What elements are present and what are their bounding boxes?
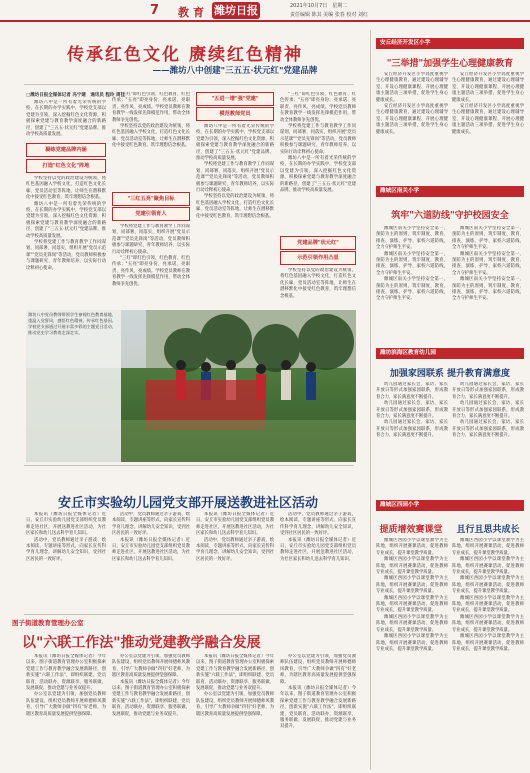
subhead-brand-red: 党建品牌"状元红": [280, 236, 356, 250]
right-section-text: 安丘经济开发区小学高度重视学生心理健康教育，通过建设心理辅导室、开设心理健康课程、开展心理健康主题活动三项举措，促进学生身心健康成长。 安丘经济开发区小学高度重视学生心理健康教育，通过建设心理辅导室、开设心理健康课程、开展心理健康主题活动三项举措，促进学生身心健康成长。: [452, 72, 524, 135]
right-section-text: 潍城区西园小学以课堂教学为主阵地，组织开展赛课活动，促进教师专业成长，提升课堂教学质量。 潍城区西园小学以课堂教学为主阵地，组织开展赛课活动，促进教师专业成长，提升课堂教学质量。 潍城区西园小学以课堂教学为主阵地，组织开展赛课活动，促进教师专业成长，提升课堂教学质量。 潍城区西园小学以课堂教学为主阵地，组织开展赛课活动，促进教师专业成长，提升课堂教学质量。 潍城区西园小学以课堂教学为主阵地，组织开展赛课活动，促进教师专业成长，提升课堂教学质量。 潍城区西园小学以课堂教学为主阵地，组织开展赛课活动，促进教师专业成长，提升课堂教学质量。: [376, 538, 448, 652]
right-section-text: 潍城区南关小学坚持安全第一、预防为主的原则，筑牢制度、教育、排查、演练、护导、家校六道防线，全力守护师生平安。 潍城区南关小学坚持安全第一、预防为主的原则，筑牢制度、教育、排查、演练、护导、家校六道防线，全力守护师生平安。 潍城区南关小学坚持安全第一、预防为主的原则，筑牢制度、教育、排查、演练、护导、家校六道防线，全力守护师生平安。: [376, 226, 448, 302]
lead-paragraph: 学校坚持以党的政治建设为统领，将红色基因融入学校文化，打造红色文化长廊、党员活动室等阵地，让师生在潜移默化中接受红色教育，筑牢理想信念根基。: [280, 268, 356, 299]
article3-headline: 以"六联工作法"推动党建教学融合发展: [22, 635, 261, 651]
masthead: [0, 0, 530, 22]
lead-photo-caption: 潍坊八中党员教师带领学生参观红色教育基地，重温入党誓词，感悟红色精神，传承红色基因。学校党支部通过开展丰富多彩的主题党日活动，推动党史学习教育走深走实。: [28, 312, 116, 335]
subhead-goals: "三红五亮"聚焦目标: [112, 192, 190, 206]
dateline: 2021年10月7日 星期二: [290, 3, 348, 9]
column-divider: [370, 30, 371, 770]
section-name: 教育: [178, 6, 208, 19]
right-section-title: 加强家园联系 提升教育满意度: [389, 369, 511, 379]
right-section-bar: 潍坊滨海区教育幼儿园: [376, 348, 524, 359]
lead-paragraph: "三红"即红色引领、红色教育、红色传承；"五亮"即亮身份、亮承诺、亮职责、亮作风、亮成绩。学校党员教师在教育教学一线发挥先锋模范作用，带动全体教师争先创优。 学校坚持以党的政治建设为统领，将红色基因融入学校文化，打造红色文化长廊、党员活动室等阵地，让师生在潜移默化中接受红色教育，筑牢理想信念根基。: [112, 92, 190, 149]
article2-paragraph: 本报讯（潍坊日报全媒体记者）近日，安丘市实验幼儿园党支部组织党员教师走进社区，开展送教进社区活动，为社区家长和幼儿送去科学育儿知识。 活动中，党员教师通过亲子游戏、绘本阅读、专题讲座等形式，向家长宣传科学育儿理念，讲解幼儿安全知识，受到社区居民的一致好评。: [196, 512, 274, 562]
lead-headline: 传承红色文化 赓续红色精神: [67, 45, 303, 65]
subhead-model-teachers: 模范教师党员: [196, 107, 274, 121]
subhead-guidance: 党建引领育人: [112, 207, 190, 221]
article3-paragraph: 本报讯（潍坊日报全媒体记者）今年以来，图子街道教育管理办公室积极探索党建工作与教育教学融合发展新路径，创新实施"六联工作法"，即组织联建、党员联育、活动联办、资源联享、服务联做、发展联促，推动党建与业务双提升。 办公室以党建为引领，加强党员教师队伍建设，组织党员教师开展师德师风教育，引导广大教师争做"四有"好老师，为辖区教育高质量发展提供坚强保障。: [196, 654, 274, 717]
subhead-leadership: 示范引领作用凸显: [280, 251, 356, 265]
right-section-text: 安丘经济开发区小学高度重视学生心理健康教育，通过建设心理辅导室、开设心理健康课程、开展心理健康主题活动三项举措，促进学生身心健康成长。 安丘经济开发区小学高度重视学生心理健康教育，通过建设心理辅导室、开设心理健康课程、开展心理健康主题活动三项举措，促进学生身心健康成长。: [376, 72, 448, 135]
lead-paragraph: 潍坊八中是一所有着光荣传统的学校，在长期的办学实践中，学校党支部以党建为引领，深入挖掘红色文化资源，积极探索党建与教育教学深度融合的新路径，创建了"三五五·状元红"党建品牌，推动学校高质量发展。 学校将党建工作与教育教学工作同谋划、同部署、同落实，组织开展"党员示范课""党员先锋岗"等活动，党员教师积极参与课题研究、青年教师培养，以实际行动诠释初心使命。 学校坚持以党的政治建设为统领，将红色基因融入学校文化，打造红色文化长廊、党员活动室等阵地，让师生在潜移默化中接受红色教育，筑牢理想信念根基。: [196, 124, 274, 219]
right-section-title: 筑牢"六道防线"守护校园安全: [391, 211, 509, 221]
newspaper-logo: 潍坊日报: [214, 4, 258, 17]
lead-paragraph: 学校将党建工作与教育教学工作同谋划、同部署、同落实，组织开展"党员示范课""党员先锋岗"等活动，党员教师积极参与课题研究、青年教师培养，以实际行动诠释初心使命。 "三红"即红色引领、红色教育、红色传承；"五亮"即亮身份、亮承诺、亮职责、亮作风、亮成绩。学校党员教师在教育教学一线发挥先锋模范作用，带动全体教师争先创优。: [112, 224, 190, 287]
article2-paragraph: 活动中，党员教师通过亲子游戏、绘本阅读、专题讲座等形式，向家长宣传科学育儿理念，讲解幼儿安全知识，受到社区居民的一致好评。 本报讯（潍坊日报全媒体记者）近日，安丘市实验幼儿园党支部组织党员教师走进社区，开展送教进社区活动，为社区家长和幼儿送去科学育儿知识。: [280, 512, 356, 562]
article-rule: [24, 465, 354, 466]
subhead-five-in: "五进一增"强"党建": [196, 92, 274, 106]
article-rule: [24, 614, 354, 615]
right-section-text: 幼儿园通过家长会、家访、家长开放日等形式加强家园联系，形成教育合力，家长满意度不断提升。 幼儿园通过家长会、家访、家长开放日等形式加强家园联系，形成教育合力，家长满意度不断提升。 幼儿园通过家长会、家访、家长开放日等形式加强家园联系，形成教育合力，家长满意度不断提升。: [452, 382, 524, 439]
right-section-bar: 潍城区西园小学: [376, 500, 524, 511]
lead-byline: □潍坊日报全媒体记者 冯宁建 通讯员 程玲 周佳: [26, 93, 125, 98]
article2-paragraph: 本报讯（潍坊日报全媒体记者）近日，安丘市实验幼儿园党支部组织党员教师走进社区，开展送教进社区活动，为社区家长和幼儿送去科学育儿知识。 活动中，党员教师通过亲子游戏、绘本阅读、专题讲座等形式，向家长宣传科学育儿理念，讲解幼儿安全知识，受到社区居民的一致好评。: [26, 512, 106, 562]
right-section-bar: 安丘经济开发区小学: [376, 38, 524, 49]
article3-paragraph: 办公室以党建为引领，加强党员教师队伍建设，组织党员教师开展师德师风教育，引导广大教师争做"四有"好老师，为辖区教育高质量发展提供坚强保障。 本报讯（潍坊日报全媒体记者）今年以来，图子街道教育管理办公室积极探索党建工作与教育教学融合发展新路径，创新实施"六联工作法"，即组织联建、党员联育、活动联办、资源联享、服务联做、发展联促，推动党建与业务双提升。: [280, 654, 356, 730]
lead-paragraph: "三红"即红色引领、红色教育、红色传承；"五亮"即亮身份、亮承诺、亮职责、亮作风、亮成绩。学校党员教师在教育教学一线发挥先锋模范作用，带动全体教师争先创优。 学校将党建工作与教育教学工作同谋划、同部署、同落实，组织开展"党员示范课""党员先锋岗"等活动，党员教师积极参与课题研究、青年教师培养，以实际行动诠释初心使命。 潍坊八中是一所有着光荣传统的学校，在长期的办学实践中，学校党支部以党建为引领，深入挖掘红色文化资源，积极探索党建与教育教学深度融合的新路径，创建了"三五五·状元红"党建品牌，推动学校高质量发展。: [280, 92, 356, 194]
page-number: 7: [150, 3, 160, 18]
editors-line: 责任编辑 陈其 美编 张春 校对 刘红: [290, 12, 368, 18]
article3-paragraph: 办公室以党建为引领，加强党员教师队伍建设，组织党员教师开展师德师风教育，引导广大教师争做"四有"好老师，为辖区教育高质量发展提供坚强保障。 本报讯（潍坊日报全媒体记者）今年以来，图子街道教育管理办公室积极探索党建工作与教育教学融合发展新路径，创新实施"六联工作法"，即组织联建、党员联育、活动联办、资源联享、服务联做、发展联促，推动党建与业务双提升。: [112, 654, 190, 717]
right-section-title: "三举措"加强学生心理健康教育: [386, 59, 514, 69]
right-section-text: 潍城区西园小学以课堂教学为主阵地，组织开展赛课活动，促进教师专业成长，提升课堂教学质量。 潍城区西园小学以课堂教学为主阵地，组织开展赛课活动，促进教师专业成长，提升课堂教学质量。 潍城区西园小学以课堂教学为主阵地，组织开展赛课活动，促进教师专业成长，提升课堂教学质量。 潍城区西园小学以课堂教学为主阵地，组织开展赛课活动，促进教师专业成长，提升课堂教学质量。 潍城区西园小学以课堂教学为主阵地，组织开展赛课活动，促进教师专业成长，提升课堂教学质量。 潍城区西园小学以课堂教学为主阵地，组织开展赛课活动，促进教师专业成长，提升课堂教学质量。: [452, 538, 524, 652]
lead-paragraph: 学校坚持以党的政治建设为统领，将红色基因融入学校文化，打造红色文化长廊、党员活动室等阵地，让师生在潜移默化中接受红色教育，筑牢理想信念根基。 潍坊八中是一所有着光荣传统的学校，在长期的办学实践中，学校党支部以党建为引领，深入挖掘红色文化资源，积极探索党建与教育教学深度融合的新路径，创建了"三五五·状元红"党建品牌，推动学校高质量发展。 学校将党建工作与教育教学工作同谋划、同部署、同落实，组织开展"党员示范课""党员先锋岗"等活动，党员教师积极参与课题研究、青年教师培养，以实际行动诠释初心使命。: [26, 176, 106, 271]
article2-paragraph: 活动中，党员教师通过亲子游戏、绘本阅读、专题讲座等形式，向家长宣传科学育儿理念，讲解幼儿安全知识，受到社区居民的一致好评。 本报讯（潍坊日报全媒体记者）近日，安丘市实验幼儿园党支部组织党员教师走进社区，开展送教进社区活动，为社区家长和幼儿送去科学育儿知识。: [112, 512, 190, 562]
subhead-red-culture: 打造"红色文化"阵地: [26, 159, 106, 173]
article3-kicker: 图子街道教育管理办公室: [12, 619, 84, 627]
right-section-bar: 潍城区南关小学: [376, 186, 524, 197]
right-section-title: 且行且思共成长: [456, 525, 520, 535]
right-section-text: 幼儿园通过家长会、家访、家长开放日等形式加强家园联系，形成教育合力，家长满意度不断提升。 幼儿园通过家长会、家访、家长开放日等形式加强家园联系，形成教育合力，家长满意度不断提升。 幼儿园通过家长会、家访、家长开放日等形式加强家园联系，形成教育合力，家长满意度不断提升。: [376, 382, 448, 439]
article2-headline: 安丘市实验幼儿园党支部开展送教进社区活动: [57, 496, 318, 511]
right-section-title: 提质增效赛课堂: [379, 525, 443, 535]
right-section-text: 潍城区南关小学坚持安全第一、预防为主的原则，筑牢制度、教育、排查、演练、护导、家校六道防线，全力守护师生平安。 潍城区南关小学坚持安全第一、预防为主的原则，筑牢制度、教育、排查、演练、护导、家校六道防线，全力守护师生平安。 潍城区南关小学坚持安全第一、预防为主的原则，筑牢制度、教育、排查、演练、护导、家校六道防线，全力守护师生平安。: [452, 226, 524, 302]
lead-subheadline: ——潍坊八中创建"三五五·状元红"党建品牌: [152, 66, 318, 76]
article3-paragraph: 本报讯（潍坊日报全媒体记者）今年以来，图子街道教育管理办公室积极探索党建工作与教育教学融合发展新路径，创新实施"六联工作法"，即组织联建、党员联育、活动联办、资源联享、服务联做、发展联促，推动党建与业务双提升。 办公室以党建为引领，加强党员教师队伍建设，组织党员教师开展师德师风教育，引导广大教师争做"四有"好老师，为辖区教育高质量发展提供坚强保障。: [26, 654, 106, 717]
lead-rule: [24, 84, 354, 85]
subhead-brand: 凝练党建品牌内涵: [26, 143, 106, 157]
lead-paragraph: 潍坊八中是一所有着光荣传统的学校，在长期的办学实践中，学校党支部以党建为引领，深入挖掘红色文化资源，积极探索党建与教育教学深度融合的新路径，创建了"三五五·状元红"党建品牌，推动学校高质量发展。: [26, 100, 106, 138]
